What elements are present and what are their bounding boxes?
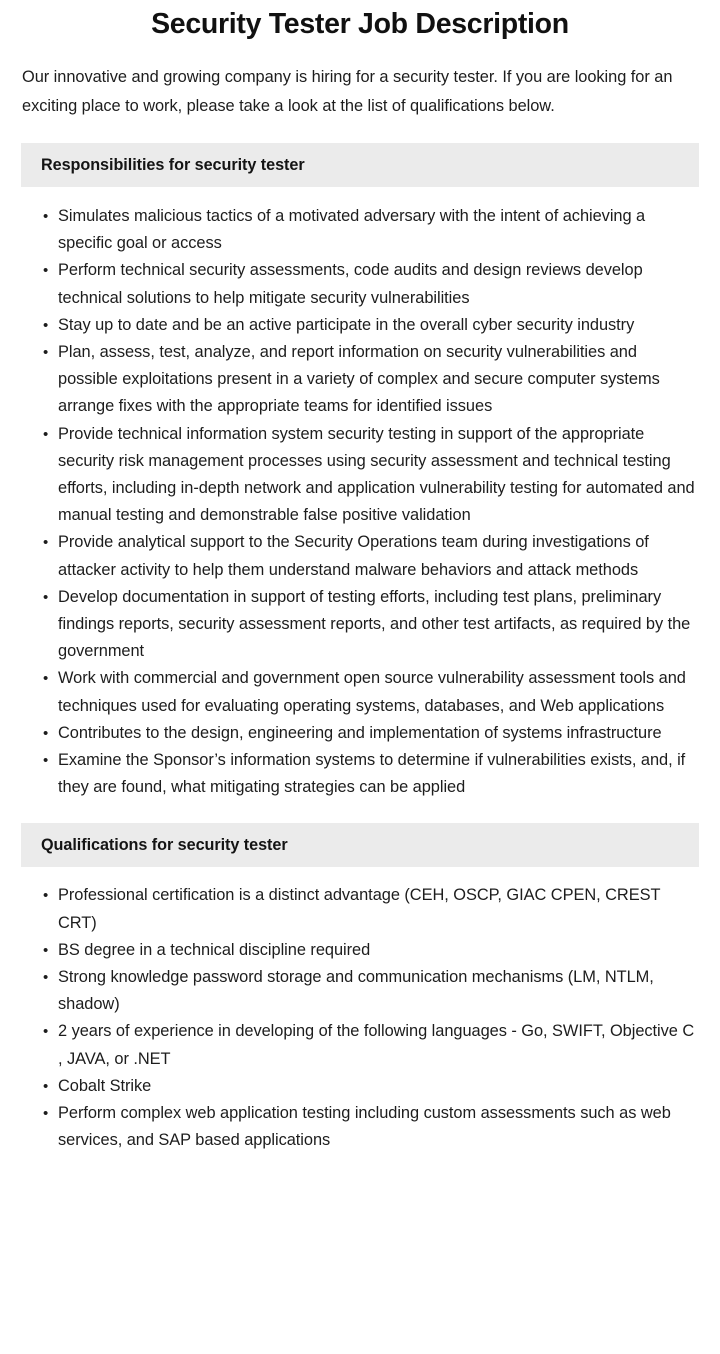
page-title: Security Tester Job Description bbox=[151, 8, 569, 40]
list-item: • Contributes to the design, engineering and implementation of systems infrastructure bbox=[22, 720, 698, 747]
intro-paragraph: Our innovative and growing company is hiring for a security tester. If you are looking for an exciting place to work, please take a look at the list of qualifications below. bbox=[22, 68, 673, 115]
list-item: • Cobalt Strike bbox=[22, 1073, 698, 1100]
list-item: • Professional certification is a distinct advantage (CEH, OSCP, GIAC CPEN, CREST CRT) bbox=[22, 882, 698, 936]
list-item: • Develop documentation in support of testing efforts, including test plans, preliminary findings reports, security assessment reports, and other test artifacts, as required by the government bbox=[22, 584, 698, 666]
list-item: • Stay up to date and be an active participate in the overall cyber security industry bbox=[22, 312, 698, 339]
section-header-responsibilities bbox=[21, 143, 699, 187]
list-item: • Strong knowledge password storage and communication mechanisms (LM, NTLM, shadow) bbox=[22, 964, 698, 1018]
list-item: • Provide technical information system security testing in support of the appropriate security risk management processes using security assessment and technical testing efforts, including in-depth network and application vulnerability testing for automated and manual testing and demonstrable false positive validation bbox=[22, 421, 698, 530]
list-item: • Provide analytical support to the Security Operations team during investigations of attacker activity to help them understand malware behaviors and attack methods bbox=[22, 529, 698, 583]
section-heading-label: Qualifications for security tester bbox=[41, 836, 288, 855]
list-item: • Simulates malicious tactics of a motivated adversary with the intent of achieving a specific goal or access bbox=[22, 203, 698, 257]
list-item: • Perform technical security assessments, code audits and design reviews develop technical solutions to help mitigate security vulnerabilities bbox=[22, 257, 698, 311]
responsibilities-list bbox=[0, 187, 720, 801]
list-item: • 2 years of experience in developing of the following languages - Go, SWIFT, Objective C , JAVA, or .NET bbox=[22, 1018, 698, 1072]
qualifications-list bbox=[0, 867, 720, 1154]
bottom-spacer bbox=[0, 1155, 720, 1195]
list-item: • Examine the Sponsor’s information systems to determine if vulnerabilities exists, and, if they are found, what mitigating strategies can be applied bbox=[22, 747, 698, 801]
list-item: • BS degree in a technical discipline required bbox=[22, 937, 698, 964]
section-header-qualifications bbox=[21, 823, 699, 867]
list-item: • Work with commercial and government open source vulnerability assessment tools and techniques used for evaluating operating systems, databases, and Web applications bbox=[22, 665, 698, 719]
list-item: • Perform complex web application testing including custom assessments such as web services, and SAP based applications bbox=[22, 1100, 698, 1154]
section-heading-label: Responsibilities for security tester bbox=[41, 155, 305, 174]
list-item: • Plan, assess, test, analyze, and report information on security vulnerabilities and possible exploitations present in a variety of complex and secure computer systems arrange fixes with the appropriate teams for identified issues bbox=[22, 339, 698, 421]
